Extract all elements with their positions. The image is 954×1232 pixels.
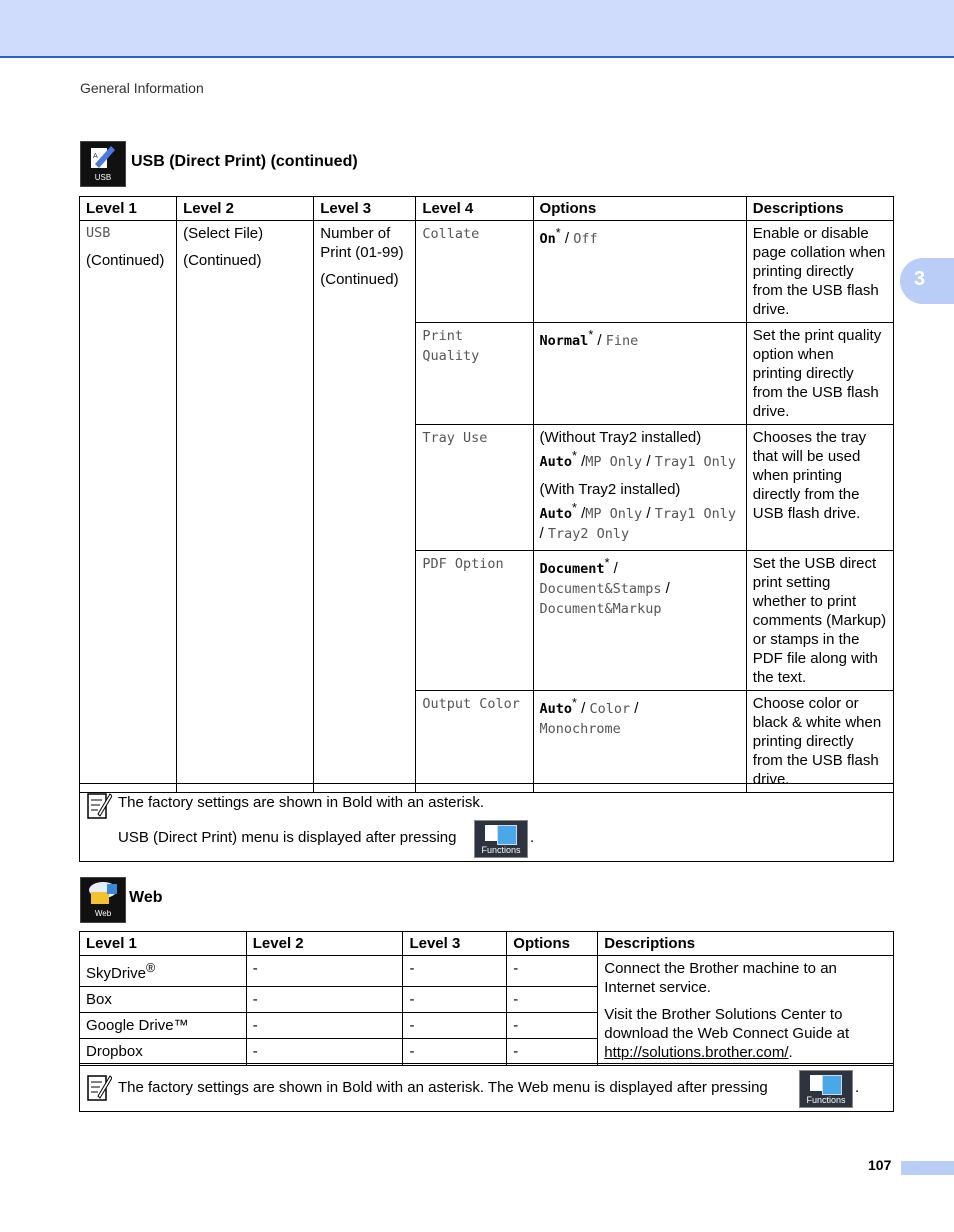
level2-cell: - bbox=[246, 1013, 403, 1039]
options-cell bbox=[533, 425, 746, 551]
level4-value: PDF Option bbox=[422, 556, 504, 572]
level4-value: Print Quality bbox=[422, 328, 480, 364]
without-tray2-options bbox=[540, 447, 740, 472]
level2-cell bbox=[177, 221, 314, 793]
solutions-link[interactable]: http://solutions.brother.com/ bbox=[604, 1044, 789, 1061]
level3-cell: - bbox=[403, 1039, 507, 1066]
level1-continued: (Continued) bbox=[86, 252, 165, 269]
level4-value: Output Color bbox=[422, 696, 520, 712]
without-tray2-label: (Without Tray2 installed) bbox=[539, 429, 702, 446]
table-header-row bbox=[80, 932, 894, 956]
level3-cell: - bbox=[403, 1013, 507, 1039]
level3-cell: - bbox=[403, 987, 507, 1013]
note-icon bbox=[86, 1072, 112, 1102]
description-cell: Set the print quality option when printing directly from the USB flash drive. bbox=[746, 323, 893, 425]
options-cell: - bbox=[507, 956, 598, 987]
description-text bbox=[604, 1005, 887, 1062]
level3-continued: (Continued) bbox=[320, 271, 399, 288]
level2-continued: (Continued) bbox=[183, 252, 262, 269]
options-cell bbox=[533, 691, 746, 793]
separator: / bbox=[613, 560, 618, 577]
column-header: Descriptions bbox=[598, 932, 894, 956]
option: Color bbox=[589, 701, 631, 717]
description-period: . bbox=[788, 1044, 793, 1061]
level2-cell: - bbox=[246, 956, 403, 987]
registered-mark: ® bbox=[146, 961, 156, 975]
description-cell: Enable or disable page collation when printing directly from the USB flash drive. bbox=[746, 221, 893, 323]
note-text: The factory settings are shown in Bold with an asterisk. bbox=[118, 794, 485, 811]
option: Tray1 Only bbox=[654, 454, 736, 470]
default-option: Auto bbox=[539, 506, 573, 522]
option: MP Only bbox=[585, 506, 643, 522]
chapter-number: 3 bbox=[914, 268, 926, 290]
column-header: Level 4 bbox=[416, 197, 533, 221]
table-header-row bbox=[80, 197, 894, 221]
options-cell bbox=[533, 551, 746, 691]
option: Tray1 Only bbox=[654, 506, 736, 522]
usb-icon-label: USB bbox=[94, 173, 112, 182]
level2-cell: - bbox=[246, 1039, 403, 1066]
service-label: SkyDrive bbox=[86, 965, 147, 982]
separator: / bbox=[581, 700, 586, 717]
note-icon bbox=[86, 790, 112, 820]
description-cell: Choose color or black & white when printing directly from the USB flash drive. bbox=[746, 691, 893, 793]
service-name bbox=[80, 956, 247, 987]
with-tray2-label: (With Tray2 installed) bbox=[539, 481, 681, 498]
column-header: Level 2 bbox=[177, 197, 314, 221]
web-note-box bbox=[79, 1063, 894, 1112]
header-band bbox=[0, 0, 954, 58]
default-option: Normal bbox=[539, 333, 589, 349]
level4-cell bbox=[416, 323, 533, 425]
usb-note-box bbox=[79, 783, 894, 862]
default-option: Document bbox=[539, 561, 605, 577]
usb-icon bbox=[80, 141, 126, 187]
description-cell bbox=[598, 956, 894, 1066]
separator: / bbox=[560, 230, 574, 247]
description-text: Connect the Brother machine to an Internet service. bbox=[604, 960, 837, 996]
column-header: Level 3 bbox=[314, 197, 416, 221]
web-icon-label: Web bbox=[94, 909, 112, 918]
service-name: Dropbox bbox=[80, 1039, 247, 1066]
separator: / bbox=[581, 453, 586, 470]
description-cell: Chooses the tray that will be used when printing directly from the USB flash drive. bbox=[746, 425, 893, 551]
service-name: Box bbox=[80, 987, 247, 1013]
with-tray2-options bbox=[540, 499, 740, 544]
level1-value: USB bbox=[86, 225, 111, 241]
description-cell: Set the USB direct print setting whether to print comments (Markup) or stamps in the PDF file along with the text. bbox=[746, 551, 893, 691]
column-header: Level 1 bbox=[80, 197, 177, 221]
default-option: Auto bbox=[539, 701, 573, 717]
separator: / bbox=[646, 453, 651, 470]
level2-cell: - bbox=[246, 987, 403, 1013]
asterisk: * bbox=[572, 449, 577, 463]
level4-cell bbox=[416, 221, 533, 323]
level4-cell bbox=[416, 691, 533, 793]
svg-text:A: A bbox=[93, 152, 98, 160]
option: Tray2 Only bbox=[547, 526, 630, 542]
functions-button-image bbox=[474, 820, 528, 858]
level3-value: Number of Print (01-99) bbox=[320, 225, 404, 261]
usb-table bbox=[79, 196, 894, 793]
level4-value: Tray Use bbox=[422, 430, 488, 446]
column-header: Options bbox=[507, 932, 598, 956]
separator: / bbox=[539, 525, 544, 542]
option: Document&Stamps bbox=[539, 581, 662, 597]
options-cell bbox=[533, 323, 746, 425]
usb-section-title: USB (Direct Print) (continued) bbox=[131, 153, 358, 170]
option: Document&Markup bbox=[539, 601, 662, 617]
asterisk: * bbox=[572, 696, 577, 710]
column-header: Level 2 bbox=[246, 932, 403, 956]
separator: / bbox=[646, 505, 651, 522]
running-title: General Information bbox=[80, 80, 204, 96]
table-row bbox=[80, 956, 894, 987]
default-option: On bbox=[539, 231, 556, 247]
asterisk: * bbox=[572, 501, 577, 515]
page-number-bar bbox=[901, 1161, 954, 1175]
separator: / bbox=[593, 332, 606, 349]
column-header: Level 3 bbox=[403, 932, 507, 956]
column-header: Options bbox=[533, 197, 746, 221]
option: Fine bbox=[605, 333, 639, 349]
separator: / bbox=[634, 700, 639, 717]
options-cell: - bbox=[507, 1039, 598, 1066]
level4-cell bbox=[416, 425, 533, 551]
option: Off bbox=[573, 231, 598, 247]
column-header: Level 1 bbox=[80, 932, 247, 956]
page-number: 107 bbox=[868, 1157, 892, 1173]
default-option: Auto bbox=[539, 454, 573, 470]
note-period: . bbox=[855, 1079, 860, 1096]
separator: / bbox=[581, 505, 586, 522]
asterisk: * bbox=[604, 556, 610, 570]
note-text: USB (Direct Print) menu is displayed after pressing bbox=[118, 829, 457, 846]
description-text-part: Visit the Brother Solutions Center to download the Web Connect Guide at bbox=[604, 1006, 850, 1042]
separator: / bbox=[665, 580, 670, 597]
note-period: . bbox=[530, 829, 535, 846]
option: MP Only bbox=[585, 454, 643, 470]
level4-value: Collate bbox=[422, 226, 480, 242]
web-icon bbox=[80, 877, 126, 923]
options-cell bbox=[533, 221, 746, 323]
web-table bbox=[79, 931, 894, 1066]
table-row bbox=[80, 221, 894, 323]
asterisk: * bbox=[555, 226, 561, 240]
level4-cell bbox=[416, 551, 533, 691]
chapter-tab bbox=[900, 258, 954, 304]
functions-button-image bbox=[799, 1070, 853, 1108]
web-section-title: Web bbox=[129, 889, 163, 906]
level1-cell bbox=[80, 221, 177, 793]
service-name: Google Drive™ bbox=[80, 1013, 247, 1039]
functions-label: Functions bbox=[481, 845, 521, 855]
functions-label: Functions bbox=[806, 1095, 846, 1105]
note-text: The factory settings are shown in Bold with an asterisk. The Web menu is displayed after pressing bbox=[118, 1079, 768, 1096]
options-cell: - bbox=[507, 987, 598, 1013]
level2-value: (Select File) bbox=[183, 225, 264, 242]
options-cell: - bbox=[507, 1013, 598, 1039]
option: Monochrome bbox=[539, 721, 621, 737]
asterisk: * bbox=[588, 328, 594, 342]
level3-cell bbox=[314, 221, 416, 793]
column-header: Descriptions bbox=[746, 197, 893, 221]
level3-cell: - bbox=[403, 956, 507, 987]
